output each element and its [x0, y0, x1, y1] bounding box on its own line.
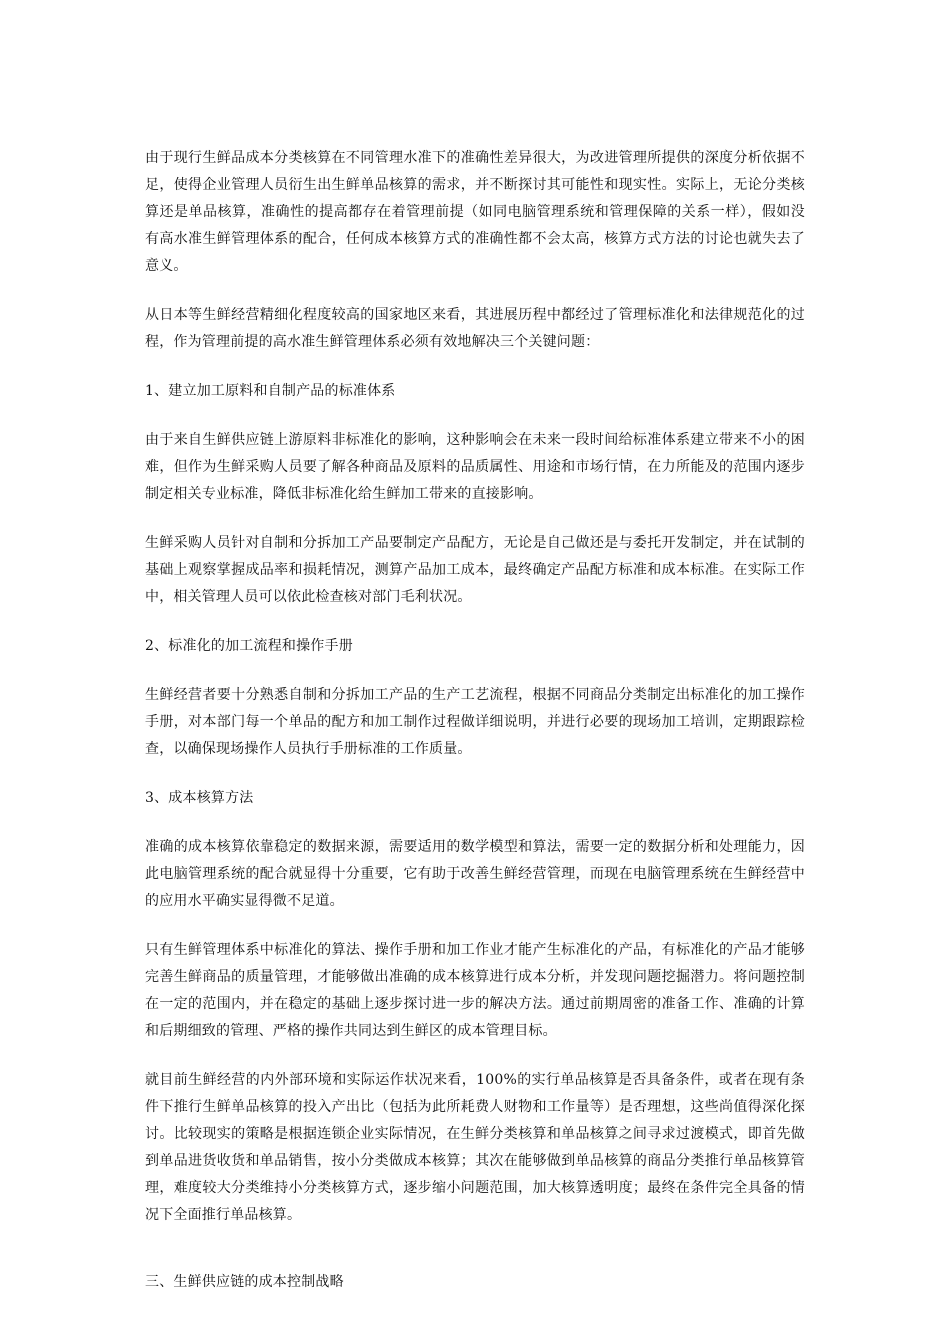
paragraph-accuracy-premise: 由于现行生鲜品成本分类核算在不同管理水准下的准确性差异很大，为改进管理所提供的深度分析依据不足，使得企业管理人员衍生出生鲜单品核算的需求，并不断探讨其可能性和现实性。实际上，无论分类核算还是单品核算，准确性的提高都存在着管理前提（如同电脑管理系统和管理保障的关系一样），假如没有高水准生鲜管理体系的配合，任何成本核算方式的准确性都不会太高，核算方式方法的讨论也就失去了意义。	[145, 150, 805, 274]
paragraph-standardized-products: 只有生鲜管理体系中标准化的算法、操作手册和加工作业才能产生标准化的产品，有标准化的产品才能够完善生鲜商品的质量管理，才能够做出准确的成本核算进行成本分析，并发现问题挖掘潜力。将问题控制在一定的范围内，并在稳定的基础上逐步探讨进一步的解决方法。通过前期周密的准备工作、准确的计算和后期细致的管理、严格的操作共同达到生鲜区的成本管理目标。	[145, 942, 805, 1039]
document-page	[145, 145, 805, 1296]
subheading-standard-system: 1、建立加工原料和自制产品的标准体系	[145, 383, 396, 399]
paragraph-upstream-raw-materials: 由于来自生鲜供应链上游原料非标准化的影响，这种影响会在未来一段时间给标准体系建立带来不小的困难，但作为生鲜采购人员要了解各种商品及原料的品质属性、用途和市场行情，在力所能及的范围内逐步制定相关专业标准，降低非标准化给生鲜加工带来的直接影响。	[145, 432, 805, 502]
subheading-process-manual: 2、标准化的加工流程和操作手册	[145, 638, 353, 654]
subheading-cost-accounting: 3、成本核算方法	[145, 790, 254, 806]
section-heading-supply-chain: 三、生鲜供应链的成本控制战略	[145, 1274, 344, 1290]
paragraph-computer-system: 准确的成本核算依靠稳定的数据来源，需要适用的数学模型和算法，需要一定的数据分析和处理能力，因此电脑管理系统的配合就显得十分重要，它有助于改善生鲜经营管理，而现在电脑管理系统在生鲜经营中的应用水平确实显得微不足道。	[145, 839, 805, 909]
paragraph-product-formula: 生鲜采购人员针对自制和分拆加工产品要制定产品配方，无论是自己做还是与委托开发制定，并在试制的基础上观察掌握成品率和损耗情况，测算产品加工成本，最终确定产品配方标准和成本标准。在实际工作中，相关管理人员可以依此检查核对部门毛利状况。	[145, 535, 805, 605]
paragraph-japan-experience: 从日本等生鲜经营精细化程度较高的国家地区来看，其进展历程中都经过了管理标准化和法律规范化的过程，作为管理前提的高水准生鲜管理体系必须有效地解决三个关键问题：	[145, 307, 805, 350]
paragraph-operation-manual: 生鲜经营者要十分熟悉自制和分拆加工产品的生产工艺流程，根据不同商品分类制定出标准化的加工操作手册，对本部门每一个单品的配方和加工制作过程做详细说明，并进行必要的现场加工培训，定期跟踪检查，以确保现场操作人员执行手册标准的工作质量。	[145, 687, 805, 757]
paragraph-transition-strategy: 就目前生鲜经营的内外部环境和实际运作状况来看，100%的实行单品核算是否具备条件，或者在现有条件下推行生鲜单品核算的投入产出比（包括为此所耗费人财物和工作量等）是否理想，这些尚值得深化探讨。比较现实的策略是根据连锁企业实际情况，在生鲜分类核算和单品核算之间寻求过渡模式，即首先做到单品进货收货和单品销售，按小分类做成本核算；其次在能够做到单品核算的商品分类推行单品核算管理，难度较大分类维持小分类核算方式，逐步缩小问题范围，加大核算透明度；最终在条件完全具备的情况下全面推行单品核算。	[145, 1072, 805, 1223]
